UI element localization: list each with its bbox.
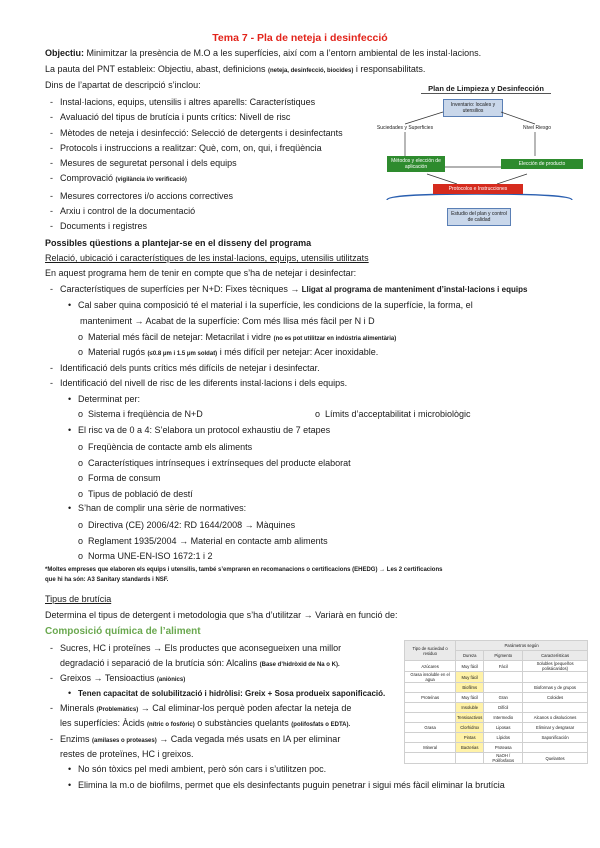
description-list-item: - Instal·lacions, equips, utensilis i altres aparells: Característiques [50, 97, 316, 107]
diagram-product-box: Elección de producto [501, 159, 583, 169]
table-cell: Pintas [456, 733, 484, 743]
table-cell [405, 683, 456, 693]
table-cell: Proteínas [405, 693, 456, 703]
table-cell: Alcanos o disoluciones [523, 713, 588, 723]
description-list-item: - Protocols i instruccions a realitzar: Què, com, on, qui, i freqüència [50, 142, 322, 153]
enzymes-line-2: restes de proteïnes, HC i greixos. [60, 749, 194, 759]
table-cell: Muy fácil [456, 672, 484, 683]
critical-points-line: - Identificació dels punts crítics més difícils de netejar i desinfectar. [50, 363, 320, 373]
surface-text: Característiques de superfícies per N+D: Fixes tècniques [60, 284, 291, 294]
descripcio-list [50, 95, 343, 235]
minerals-post: → Cal eliminar-los perquè poden afectar la neteja de [138, 703, 352, 713]
minerals-text: Minerals [60, 703, 97, 713]
risk-factor-item: o Tipus de població de destí [78, 488, 193, 499]
enzymes-note-1-text: No són tòxics pel medi ambient, però són cars i s’utilitzen poc. [78, 764, 327, 774]
objectiu-line [45, 48, 481, 59]
determined-text: Determinat per: [78, 394, 141, 404]
table-cell: Coloides [523, 693, 588, 703]
table-cell: Muy fácil [456, 661, 484, 672]
descripcio-intro: Dins de l’apartat de descripció s’inclou: [45, 80, 201, 90]
composition-text-1: Cal saber quina composició té el material i la superfície, les condicions de la superfície, la forma, el [78, 300, 473, 310]
possibles-heading: Possibles qüestions a plantejar-se en el disseny del programa [45, 238, 312, 248]
material-rough-small: (≤0.8 μm i 1.5 μm soldat) [147, 351, 218, 357]
table-row [405, 693, 588, 703]
arrow-glyph: → [290, 284, 300, 294]
table-cell: Bioformas y de grupos [523, 683, 588, 693]
material-easy-small: (no es pot utilitzar en indústria alimentària) [273, 336, 397, 342]
sugars-text: Sucres, HC i proteïnes → Els productes que aconsegueixen una millor [60, 643, 342, 653]
saponification-line: • Tenen capacitat de solubilització i hidròlisi: Greix + Sosa produeix saponificació. [68, 688, 386, 698]
table-cell [405, 753, 456, 764]
table-cell: Clorhidrox [456, 723, 484, 733]
norm-text: Directiva (CE) 2006/42: RD 1644/2008 → Màquines [88, 520, 296, 530]
risk-factor-text: Característiques intrínseques i extrínseques del producte elaborat [88, 457, 351, 468]
table-cell [405, 733, 456, 743]
norms-text: S’han de complir una sèrie de normatives: [78, 503, 247, 513]
table-column-header: Características [523, 651, 588, 661]
description-item-text: Documents i registres [60, 221, 148, 232]
table-column-header: Dureza [456, 651, 484, 661]
table-row [405, 733, 588, 743]
footnote-line-2: que hi ha són: A3 Sanitary standards i NSF. [45, 577, 169, 583]
description-list-item: - Comprovació (vigilància i/o verificació) [50, 173, 187, 184]
description-item-text: Mètodes de neteja i desinfecció: Selecció de detergents i desinfectants [60, 127, 343, 138]
description-list-item: - Mesures correctores i/o accions correctives [50, 190, 234, 201]
sugars-line: - Sucres, HC i proteïnes → Els productes que aconsegueixen una millor [50, 643, 342, 653]
risk-scale-text: El risc va de 0 a 4: S’elabora un protocol exhaustiu de 7 etapes [78, 425, 331, 435]
enzymes-text: Enzims [60, 734, 93, 744]
table-cell: Lípidos [484, 733, 523, 743]
minerals-line: - Minerals (Problemàtics) → Cal eliminar-los perquè poden afectar la neteja de [50, 703, 352, 713]
fats-small: (aniònics) [156, 677, 186, 683]
sugars-text-2: degradació i separació de la brutícia són: Alcalins [60, 658, 260, 668]
table-cell [484, 672, 523, 683]
description-item-text: Protocols i instruccions a realitzar: Què, com, on, qui, i freqüència [60, 142, 322, 153]
table-cell: Eliminar y desgrasar [523, 723, 588, 733]
table-cell [484, 683, 523, 693]
description-list-item: - Arxiu i control de la documentació [50, 206, 196, 217]
description-item-text: Comprovació [60, 173, 116, 184]
table-cell [523, 672, 588, 683]
table-cell: Tensioactivos [456, 713, 484, 723]
table-cell: Mineral [405, 743, 456, 753]
diagram-study-box: Estudio del plan y control de calidad [447, 208, 511, 226]
minerals-small: (Problemàtics) [96, 707, 139, 713]
enzymes-line: - Enzims (amilases o proteases) → Cada vegada més usats en IA per eliminar [50, 734, 341, 744]
fats-text: Greixos → Tensioactius [60, 673, 157, 683]
table-cell [405, 703, 456, 713]
risk-factor-item: o Freqüència de contacte amb els aliments [78, 442, 253, 452]
acids-small-2: (polifosfats o EDTA). [291, 722, 351, 728]
table-cell: Saponificación [523, 733, 588, 743]
risk-factor-item: o Forma de consum [78, 473, 161, 483]
description-list-item: - Avaluació del tipus de brutícia i punts crítics: Nivell de risc [50, 112, 291, 123]
pauta-small: (neteja, desinfecció, biocides) [267, 68, 354, 74]
table-column-header: Pigmento [484, 651, 523, 661]
norm-item: o Norma UNE-EN-ISO 1672:1 i 2 [78, 551, 213, 561]
description-item-text: Mesures de seguretat personal i dels equips [60, 158, 237, 169]
table-cell: Gran [484, 693, 523, 703]
norm-text: Reglament 1935/2004 → Material en contacte amb aliments [88, 535, 328, 546]
diagram-inventory-box: Inventario: locales y utensilios [443, 99, 503, 117]
norm-item: o Reglament 1935/2004 → Material en contacte amb aliments [78, 535, 328, 546]
norm-text: Norma UNE-EN-ISO 1672:1 i 2 [88, 551, 213, 561]
table-cell: Proteasa [484, 743, 523, 753]
description-item-text: Instal·lacions, equips, utensilis i altres aparells: Característiques [60, 97, 316, 107]
dirt-intro: Determina el tipus de detergent i metodologia que s’ha d’utilitzar → Variarà en funció de: [45, 610, 398, 620]
pauta-post: i responsabilitats. [353, 64, 426, 74]
possibles-intro: En aquest programa hem de tenir en compte que s’ha de netejar i desinfectar: [45, 268, 357, 278]
table-row [405, 723, 588, 733]
critical-points-text: Identificació dels punts crítics més difícils de netejar i desinfectar. [60, 363, 320, 373]
footnote-line-1: *Moltes empreses que elaboren els equips i utensilis, també s’empraren en recomanacions o certificacions (EHEDG) → Les 2 certificacions [45, 567, 443, 573]
material-rough-line: o Material rugós (≤0.8 μm i 1.5 μm soldat) i més difícil per netejar: Acer inoxidable. [78, 347, 379, 357]
saponification-text: Tenen capacitat de solubilització i hidròlisi: Greix + Sosa produeix saponificació. [78, 689, 386, 698]
table-cell [523, 703, 588, 713]
table-row [405, 743, 588, 753]
table-cell: Muy fácil [456, 693, 484, 703]
risk-scale-line: • El risc va de 0 a 4: S’elabora un protocol exhaustiu de 7 etapes [68, 425, 331, 435]
system-line: o Sistema i freqüència de N+D [78, 409, 203, 419]
enzymes-note-1: • No són tòxics pel medi ambient, però són cars i s’utilitzen poc. [68, 764, 327, 774]
page-title: Tema 7 - Pla de neteja i desinfecció [212, 32, 388, 44]
acids-post: o substàncies quelants [194, 718, 292, 728]
dirt-types-table [404, 640, 588, 764]
description-item-text: Arxiu i control de la documentació [60, 206, 196, 217]
table-row [405, 703, 588, 713]
table-cell: Liposas [484, 723, 523, 733]
limits-line: o Límits d’acceptabilitat i microbiològic [315, 409, 471, 419]
risk-level-text: Identificació del nivell de risc de les diferents instal·lacions i dels equips. [60, 378, 348, 388]
table-cell: Insoluble [456, 703, 484, 713]
table-cell: NaOH / Polifosfatos [484, 753, 523, 764]
table-row [405, 683, 588, 693]
norms-line: • S’han de complir una sèrie de normatives: [68, 503, 247, 513]
table-cell: Azúcares [405, 661, 456, 672]
risk-factor-item: o Característiques intrínseques i extrínseques del producte elaborat [78, 457, 351, 468]
dirt-heading: Tipus de brutícia [45, 594, 112, 604]
pauta-text: La pauta del PNT estableix: Objectiu, abast, definicions [45, 64, 268, 74]
risk-factor-text: Tipus de població de destí [88, 488, 193, 499]
table-row [405, 661, 588, 672]
acids-small: (nítric o fosfòric) [147, 722, 195, 728]
possibles-subheading: Relació, ubicació i característiques de les instal·lacions, equips, utensilis utilitzats [45, 253, 369, 263]
sugars-line-2 [60, 658, 340, 671]
enzymes-note-2: • Elimina la m.o de biofilms, permet que els desinfectants puguin penetrar i sigui més fàcil eliminar la brutícia [68, 780, 505, 790]
description-item-small: (vigilància i/o verificació) [115, 177, 187, 184]
table-header-row [405, 641, 588, 651]
table-header-params: Parámetros según [456, 641, 588, 651]
composition-line-2: manteniment → Acabat de la superfície: Com més llisa més fàcil per N i D [80, 316, 375, 326]
system-text: Sistema i freqüència de N+D [88, 409, 203, 419]
acids-text: les superfícies: Àcids [60, 718, 148, 728]
norm-item: o Directiva (CE) 2006/42: RD 1644/2008 → Màquines [78, 520, 296, 530]
table-row [405, 672, 588, 683]
table-cell: Fácil [484, 661, 523, 672]
table-cell: Intermedio [484, 713, 523, 723]
acids-line [60, 718, 350, 731]
surface-bold: Lligat al programa de manteniment d’instal·lacions i equips [299, 285, 528, 294]
description-item-text: Mesures correctores i/o accions correctives [60, 190, 234, 201]
enzymes-post: → Cada vegada més usats en IA per eliminar [156, 734, 341, 744]
description-list-item: - Mesures de seguretat personal i dels equips [50, 158, 237, 169]
determined-line: • Determinat per: [68, 394, 141, 404]
diagram-protocols-box: Protocolos e Instrucciones [433, 184, 523, 194]
objectiu-text: Minimitzar la presència de M.O a les superfícies, així com a l’entorn ambiental de les instal·lacions. [84, 48, 482, 58]
table-cell: Grasa [405, 723, 456, 733]
table-cell [405, 713, 456, 723]
table-cell: Grasa insoluble en el agua [405, 672, 456, 683]
diagram-right-label: Nivel Riesgo [522, 125, 552, 131]
description-list-item: - Mètodes de neteja i desinfecció: Selecció de detergents i desinfectants [50, 127, 343, 138]
risk-items-list [78, 440, 351, 502]
material-rough-post: i més difícil per netejar: Acer inoxidable. [217, 347, 379, 357]
composition-line-1: • Cal saber quina composició té el material i la superfície, les condicions de la superfície, la forma, el [68, 300, 473, 310]
surface-line: - Característiques de superfícies per N+D: Fixes tècniques → Lligat al programa de manteniment d’instal·lacions i equips [50, 284, 528, 294]
material-rough-text: Material rugós [88, 347, 148, 357]
diagram-title: Plan de Limpieza y Desinfección [428, 84, 544, 93]
diagram-methods-box: Métodos y elección de aplicación [387, 156, 445, 172]
fats-line: - Greixos → Tensioactius (aniònics) [50, 673, 186, 683]
table-row [405, 713, 588, 723]
enzymes-note-2-text: Elimina la m.o de biofilms, permet que els desinfectants puguin penetrar i sigui més fàcil eliminar la brutícia [78, 780, 505, 790]
diagram-left-label: Suciedades y Superficies [376, 125, 434, 131]
table-cell: Bacterias [456, 743, 484, 753]
table-cell: Quelantes [523, 753, 588, 764]
risk-level-line: - Identificació del nivell de risc de les diferents instal·lacions i dels equips. [50, 378, 348, 388]
table-cell: Biofilms [456, 683, 484, 693]
material-easy-line: o Material més fàcil de netejar: Metacrilat i vidre (no es pot utilitzar en indústria alimentària) [78, 332, 397, 342]
objectiu-label: Objectiu: [45, 48, 85, 58]
description-list-item: - Documents i registres [50, 221, 148, 232]
risk-factor-text: Freqüència de contacte amb els aliments [88, 442, 253, 452]
risk-factor-text: Forma de consum [88, 473, 161, 483]
table-cell: Difícil [484, 703, 523, 713]
cleaning-plan-diagram [367, 82, 589, 232]
limits-text: Límits d’acceptabilitat i microbiològic [325, 409, 471, 419]
table-cell: Solubles (pequeños polisácaridos) [523, 661, 588, 672]
table-cell [523, 743, 588, 753]
description-item-text: Avaluació del tipus de brutícia i punts crítics: Nivell de risc [60, 112, 291, 123]
material-easy-text: Material més fàcil de netejar: Metacrilat i vidre [88, 332, 274, 342]
pauta-line [45, 64, 425, 77]
table-header-type: Tipo de suciedad o residuo [405, 641, 456, 661]
table-row [405, 753, 588, 764]
enzymes-small: (amilases o proteases) [92, 738, 157, 744]
sugars-small: (Base d’hidròxid de Na o K). [259, 662, 340, 668]
table-cell [456, 753, 484, 764]
norms-list [78, 518, 328, 565]
chemical-composition-heading: Composició química de l’aliment [45, 626, 201, 637]
